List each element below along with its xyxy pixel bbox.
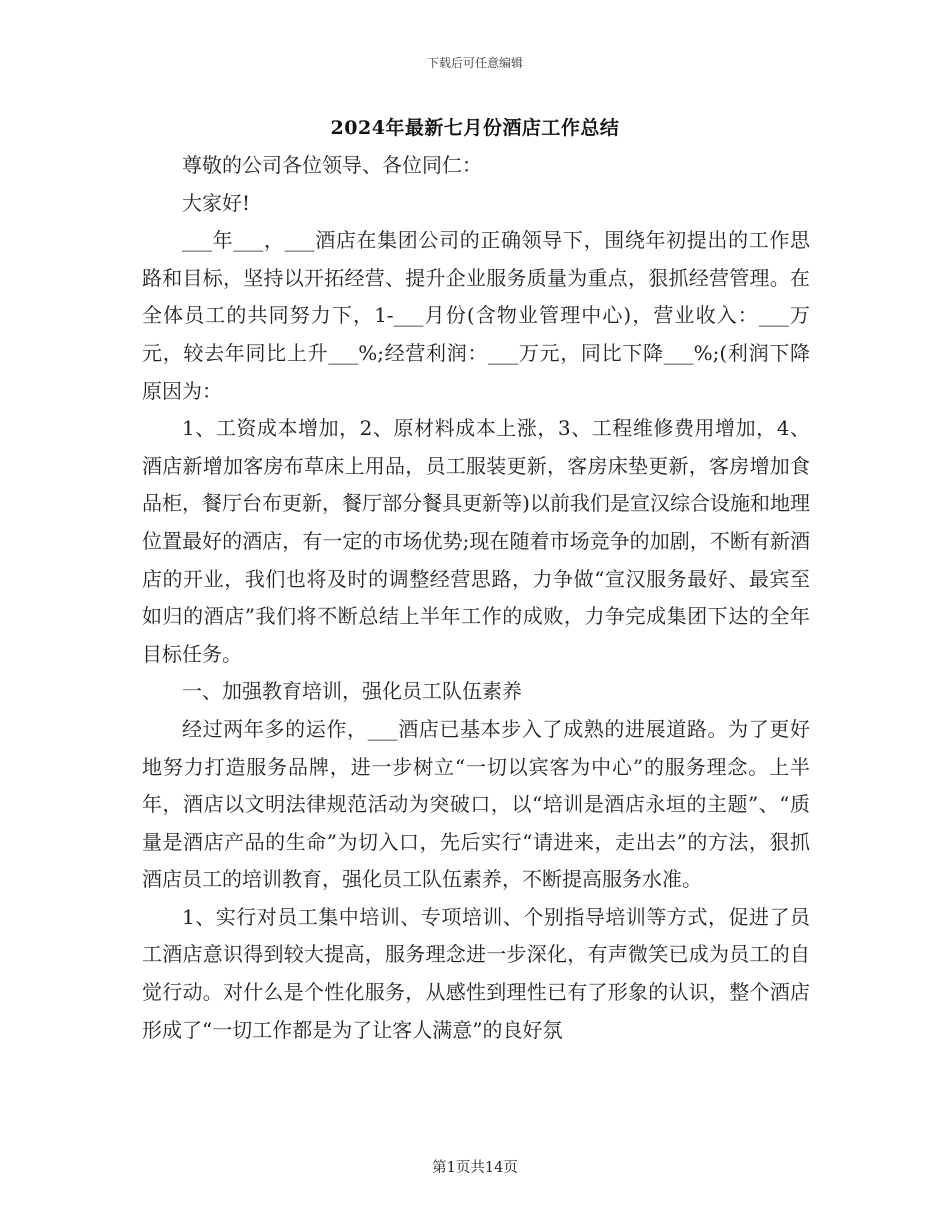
paragraph-training-methods: 1、实行对员工集中培训、专项培训、个别指导培训等方式，促进了员工酒店意识得到较大提高，服务理念进一步深化，有声微笑已成为员工的自觉行动。对什么是个性化服务，从感性到理性已有了形象的认识，整个酒店形成了“一切工作都是为了让客人满意”的良好氛 [142, 904, 810, 1042]
paragraph-profit-reasons: 1、工资成本增加，2、原材料成本上涨，3、工程维修费用增加，4、酒店新增加客房布草床上用品，员工服装更新，客房床垫更新，客房增加食品柜，餐厅台布更新，餐厅部分餐具更新等)以前我们是宣汉综合设施和地理位置最好的酒店，有一定的市场优势;现在随着市场竞争的加剧，不断有新酒店的开业，我们也将及时的调整经营思路，力争做“宣汉服务最好、最宾至如归的酒店”我们将不断总结上半年工作的成败，力争完成集团下达的全年目标任务。 [142, 416, 810, 666]
document-body [142, 147, 810, 1049]
document-title: 2024年最新七月份酒店工作总结 [330, 117, 620, 139]
greeting: 大家好! [182, 190, 251, 215]
header-note: 下载后可任意编辑 [426, 56, 523, 70]
section-heading-training: 一、加强教育培训，强化员工队伍素养 [182, 679, 522, 704]
paragraph-training-overview: 经过两年多的运作，___酒店已基本步入了成熟的进展道路。为了更好地努力打造服务品牌，进一步树立“一切以宾客为中心”的服务理念。上半年，酒店以文明法律规范活动为突破口，以“培训是酒店永垣的主题”、“质量是酒店产品的生命”为切入口，先后实行“请进来，走出去”的方法，狠抓酒店员工的培训教育，强化员工队伍素养，不断提高服务水准。 [142, 716, 810, 892]
paragraph-business-summary: ___年___，___酒店在集团公司的正确领导下，围绕年初提出的工作思路和目标，坚持以开拓经营、提升企业服务质量为重点，狠抓经营管理。在全体员工的共同努力下，1-___月份(含物业管理中心)，营业收入：___万元，较去年同比上升___%;经营利润：___万元，同比下降___%;(利润下降原因为： [142, 228, 810, 403]
page-number: 第1页共14页 [432, 1160, 518, 1176]
salutation: 尊敬的公司各位领导、各位同仁： [182, 153, 482, 177]
